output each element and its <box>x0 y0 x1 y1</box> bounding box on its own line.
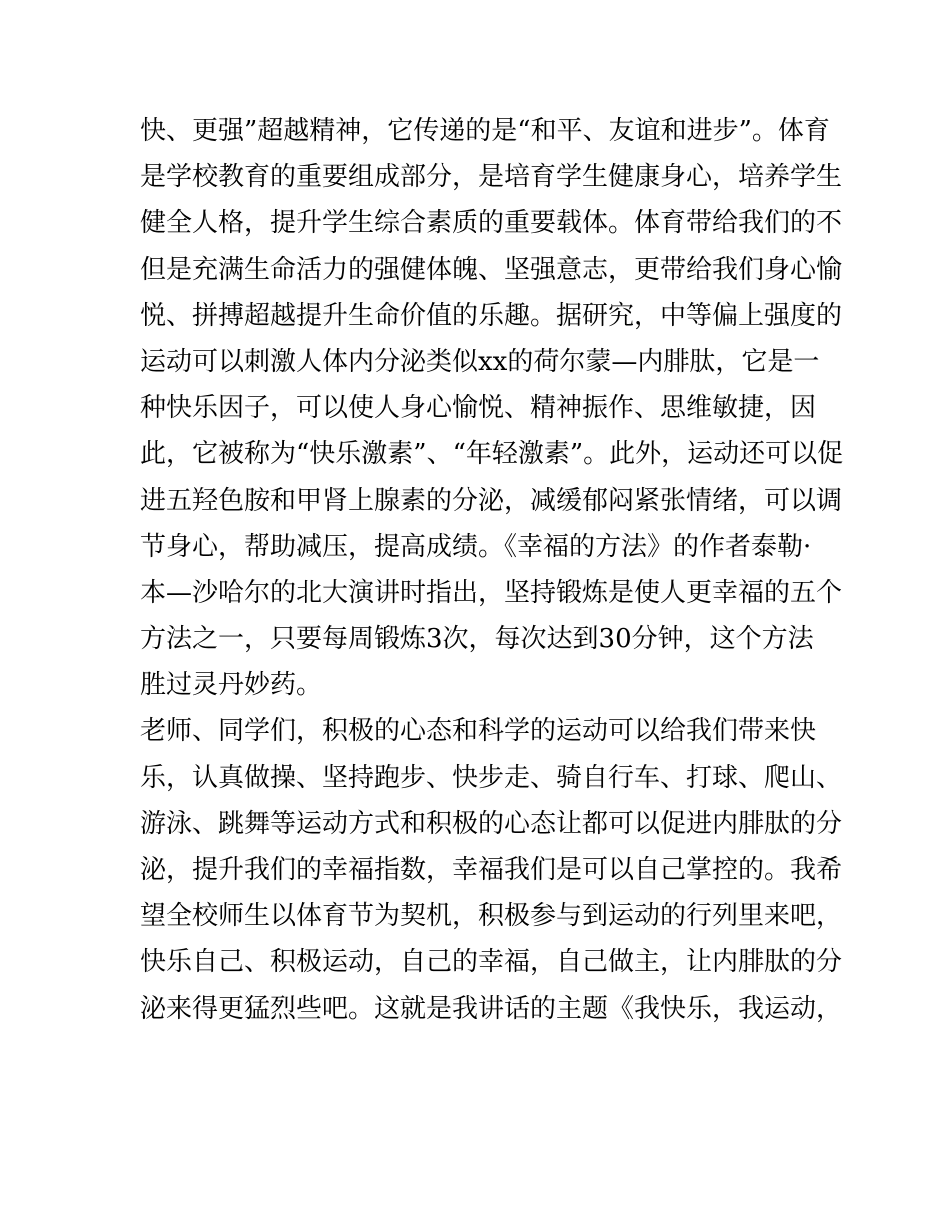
text-line: 本—沙哈尔的北大演讲时指出，坚持锻炼是使人更幸福的五个 <box>140 577 843 608</box>
text-line: 悦、拼搏超越提升生命价值的乐趣。据研究，中等偏上强度的 <box>140 300 843 331</box>
text-line: 方法之一，只要每周锻炼3次，每次达到30分钟，这个方法 <box>140 624 814 655</box>
text-line: 泌，提升我们的幸福指数，幸福我们是可以自己掌控的。我希 <box>140 855 843 885</box>
text-line: 是学校教育的重要组成部分，是培育学生健康身心，培养学生 <box>140 162 843 193</box>
text-line: 节身心，帮助减压，提高成绩。《幸福的方法》的作者泰勒· <box>140 531 812 562</box>
text-line: 但是充满生命活力的强健体魄、坚强意志，更带给我们身心愉 <box>140 254 843 285</box>
text-line: 游泳、跳舞等运动方式和积极的心态让都可以促进内腓肽的分 <box>140 808 843 839</box>
text-line: 乐，认真做操、坚持跑步、快步走、骑自行车、打球、爬山、 <box>140 762 843 793</box>
text-line: 泌来得更猛烈些吧。这就是我讲话的主题《我快乐，我运动， <box>140 993 843 1024</box>
body-text <box>140 108 844 1032</box>
text-line: 胜过灵丹妙药。 <box>140 670 323 701</box>
text-line: 健全人格，提升学生综合素质的重要载体。体育带给我们的不 <box>140 208 843 239</box>
text-line: 进五羟色胺和甲肾上腺素的分泌，减缓郁闷紧张情绪，可以调 <box>140 485 843 516</box>
text-line: 运动可以刺激人体内分泌类似xx的荷尔蒙—内腓肽，它是一 <box>140 346 820 377</box>
text-line: 快、更强”超越精神，它传递的是“和平、友谊和进步”。体育 <box>140 116 830 146</box>
text-line: 快乐自己、积极运动，自己的幸福，自己做主，让内腓肽的分 <box>140 947 843 978</box>
text-line: 种快乐因子，可以使人身心愉悦、精神振作、思维敏捷，因 <box>140 393 817 424</box>
text-line: 望全校师生以体育节为契机，积极参与到运动的行列里来吧， <box>140 901 843 932</box>
text-line: 老师、同学们，积极的心态和科学的运动可以给我们带来快 <box>140 716 817 747</box>
text-line: 此，它被称为“快乐激素”、“年轻激素”。此外，运动还可以促 <box>140 439 844 470</box>
